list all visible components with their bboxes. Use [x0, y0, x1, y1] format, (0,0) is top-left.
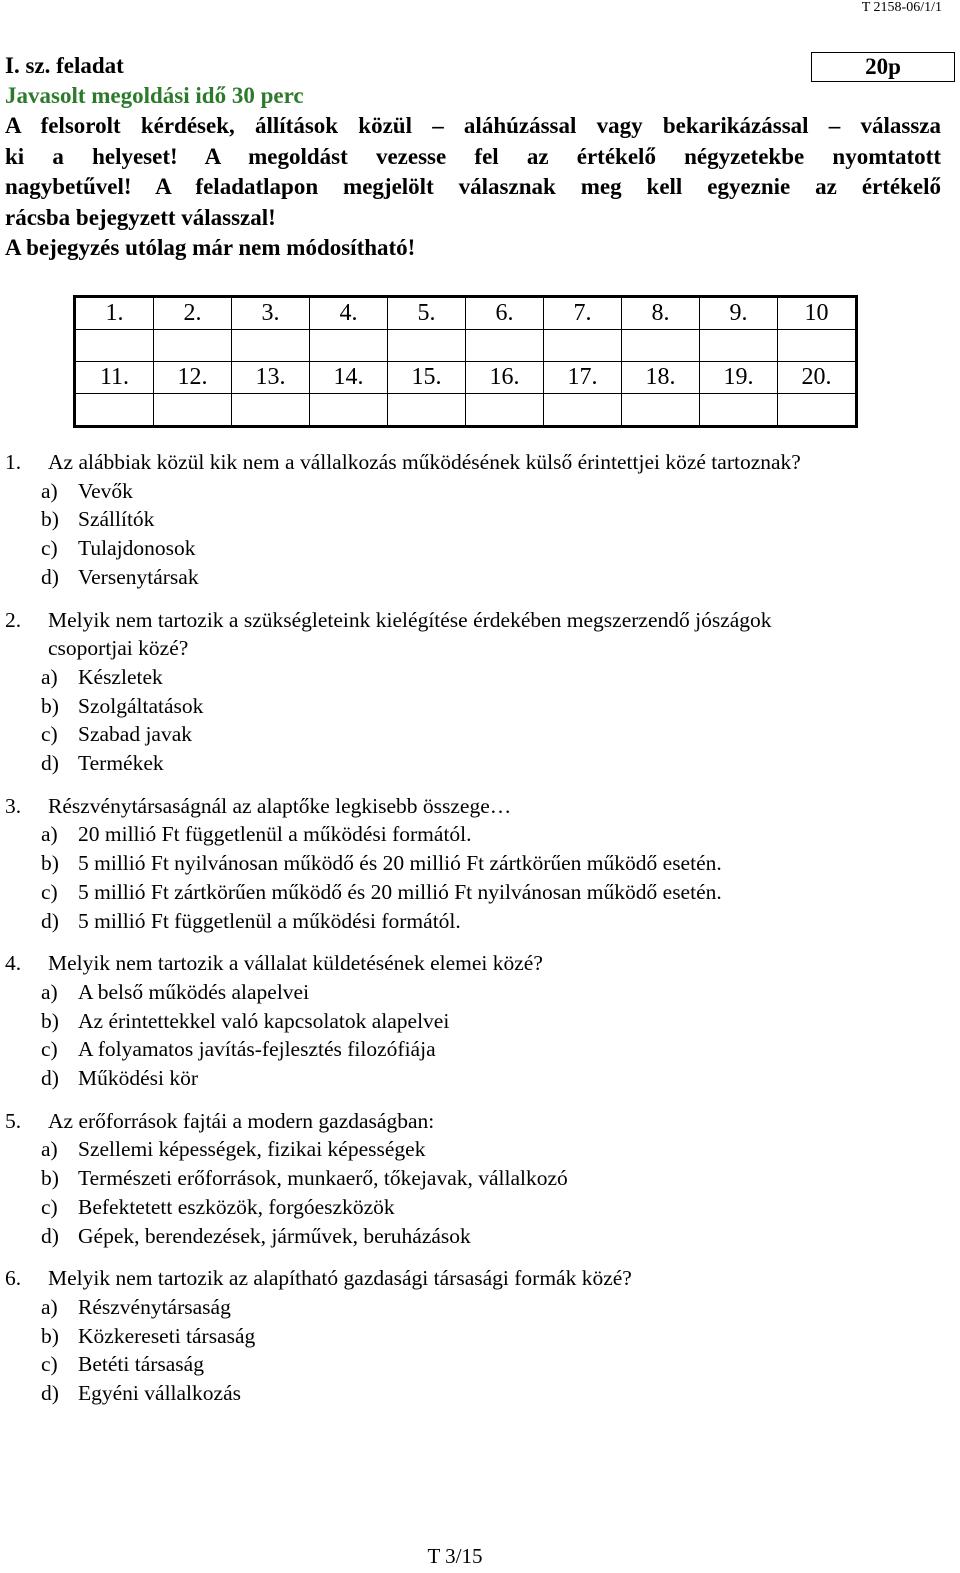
option-text: 5 millió Ft zártkörűen működő és 20 millió Ft nyilvánosan működő esetén. — [78, 879, 722, 904]
question-number: 6. — [5, 1266, 22, 1291]
grid-number-cell: 6. — [466, 297, 544, 330]
grid-number-cell: 17. — [544, 362, 622, 394]
suggested-time: Javasolt megoldási idő 30 perc — [5, 83, 304, 108]
question — [5, 606, 945, 778]
option-letter: a) — [41, 478, 58, 503]
answer-option[interactable] — [5, 1293, 945, 1322]
answer-option[interactable] — [5, 820, 945, 849]
grid-answer-cell[interactable] — [466, 330, 544, 362]
option-text: A folyamatos javítás-fejlesztés filozófiája — [78, 1037, 436, 1062]
grid-number-cell: 15. — [388, 362, 466, 394]
answer-option[interactable] — [5, 663, 945, 692]
grid-number-cell: 10 — [778, 297, 857, 330]
grid-answer-cell[interactable] — [388, 394, 466, 427]
answer-option[interactable] — [5, 878, 945, 907]
question-text: Az erőforrások fajtái a modern gazdaságban: — [48, 1108, 435, 1133]
option-text: Betéti társaság — [78, 1352, 204, 1377]
option-letter: a) — [41, 664, 58, 689]
grid-number-cell: 20. — [778, 362, 857, 394]
answer-option[interactable] — [5, 1322, 945, 1351]
option-letter: c) — [41, 722, 58, 747]
option-letter: b) — [41, 1166, 59, 1191]
grid-answer-cell[interactable] — [544, 330, 622, 362]
option-letter: d) — [41, 908, 59, 933]
grid-number-cell: 13. — [232, 362, 310, 394]
instruction-line: ki a helyeset! A megoldást vezesse fel az értékelő négyzetekbe nyomtatott — [5, 143, 941, 169]
question-text: Részvénytársaságnál az alaptőke legkisebb összege… — [48, 793, 512, 818]
grid-answer-cell[interactable] — [310, 394, 388, 427]
grid-number-row — [75, 297, 857, 330]
grid-answer-row — [75, 330, 857, 362]
option-letter: a) — [41, 822, 58, 847]
option-text: Vevők — [78, 478, 133, 503]
option-text: Az érintettekkel való kapcsolatok alapelvei — [78, 1008, 450, 1033]
grid-number-cell: 9. — [700, 297, 778, 330]
grid-answer-cell[interactable] — [700, 330, 778, 362]
instructions — [5, 111, 941, 264]
option-letter: d) — [41, 751, 59, 776]
grid-answer-cell[interactable] — [466, 394, 544, 427]
answer-option[interactable] — [5, 692, 945, 721]
grid-number-cell: 5. — [388, 297, 466, 330]
answer-option[interactable] — [5, 505, 945, 534]
question — [5, 448, 945, 592]
answer-option[interactable] — [5, 1164, 945, 1193]
option-letter: c) — [41, 1352, 58, 1377]
option-letter: d) — [41, 1381, 59, 1406]
option-letter: c) — [41, 1037, 58, 1062]
question-number: 5. — [5, 1108, 22, 1133]
option-text: Közkereseti társaság — [78, 1323, 256, 1348]
answer-option[interactable] — [5, 477, 945, 506]
answer-option[interactable] — [5, 534, 945, 563]
grid-answer-cell[interactable] — [388, 330, 466, 362]
document-code: T 2158-06/1/1 — [861, 0, 942, 15]
option-letter: c) — [41, 536, 58, 561]
question-list — [5, 448, 945, 1422]
option-text: Szállítók — [78, 507, 155, 532]
question — [5, 949, 945, 1093]
option-text: Szabad javak — [78, 722, 193, 747]
grid-answer-cell[interactable] — [778, 330, 857, 362]
option-text: Szolgáltatások — [78, 693, 204, 718]
option-text: Szellemi képességek, fizikai képességek — [78, 1137, 426, 1162]
option-text: Természeti erőforrások, munkaerő, tőkejavak, vállalkozó — [78, 1166, 568, 1191]
question-text-line — [5, 792, 945, 821]
answer-option[interactable] — [5, 1222, 945, 1251]
answer-option[interactable] — [5, 849, 945, 878]
option-letter: a) — [41, 1137, 58, 1162]
option-text: 20 millió Ft függetlenül a működési formától. — [78, 822, 472, 847]
instruction-line: A felsorolt kérdések, állítások közül – aláhúzással vagy bekarikázással – válassza — [5, 113, 941, 138]
answer-grid — [73, 295, 858, 428]
option-text: 5 millió Ft függetlenül a működési formától. — [78, 908, 461, 933]
question-text: Az alábbiak közül kik nem a vállalkozás működésének külső érintettjei közé tartoznak? — [48, 450, 801, 474]
answer-option[interactable] — [5, 907, 945, 936]
grid-number-cell: 16. — [466, 362, 544, 394]
question-number: 3. — [5, 793, 22, 818]
option-text: Termékek — [78, 751, 164, 776]
option-letter: b) — [41, 851, 59, 876]
grid-number-cell: 18. — [622, 362, 700, 394]
option-letter: d) — [41, 1223, 59, 1248]
grid-answer-cell[interactable] — [154, 394, 232, 427]
answer-option[interactable] — [5, 1007, 945, 1036]
grid-number-row — [75, 362, 857, 394]
answer-option[interactable] — [5, 1350, 945, 1379]
option-letter: c) — [41, 879, 58, 904]
option-letter: b) — [41, 1008, 59, 1033]
question-number: 2. — [5, 607, 22, 632]
answer-option[interactable] — [5, 1379, 945, 1408]
answer-option[interactable] — [5, 1193, 945, 1222]
grid-answer-cell[interactable] — [778, 394, 857, 427]
option-text: Részvénytársaság — [78, 1294, 231, 1319]
instruction-line: nagybetűvel! A feladatlapon megjelölt válasznak meg kell egyeznie az értékelő — [5, 174, 941, 199]
grid-number-cell: 14. — [310, 362, 388, 394]
grid-number-cell: 2. — [154, 297, 232, 330]
grid-answer-cell[interactable] — [154, 330, 232, 362]
question-text-line — [5, 1107, 945, 1136]
question-text-line — [5, 1264, 945, 1293]
option-text: Tulajdonosok — [78, 536, 196, 561]
instruction-line: A bejegyzés utólag már nem módosítható! — [5, 235, 416, 260]
question-number: 1. — [5, 450, 22, 474]
grid-answer-cell[interactable] — [75, 330, 154, 362]
grid-number-cell: 7. — [544, 297, 622, 330]
grid-answer-cell[interactable] — [310, 330, 388, 362]
option-text: 5 millió Ft nyilvánosan működő és 20 millió Ft zártkörűen működő esetén. — [78, 851, 722, 876]
grid-number-cell: 1. — [75, 297, 154, 330]
question-text-line — [5, 634, 945, 663]
grid-answer-cell[interactable] — [232, 330, 310, 362]
grid-number-cell: 8. — [622, 297, 700, 330]
question — [5, 1264, 945, 1408]
option-letter: b) — [41, 507, 59, 532]
answer-option[interactable] — [5, 1035, 945, 1064]
grid-number-cell: 3. — [232, 297, 310, 330]
points-box: 20p — [811, 52, 955, 82]
question — [5, 792, 945, 936]
question-number — [5, 634, 48, 663]
option-letter: a) — [41, 979, 58, 1004]
grid-number-cell: 12. — [154, 362, 232, 394]
option-letter: a) — [41, 1294, 58, 1319]
grid-answer-cell[interactable] — [700, 394, 778, 427]
grid-answer-cell[interactable] — [232, 394, 310, 427]
question-text-line — [5, 448, 945, 477]
answer-option[interactable] — [5, 1064, 945, 1093]
grid-answer-row — [75, 394, 857, 427]
option-letter: d) — [41, 1066, 59, 1091]
option-text: Versenytársak — [78, 564, 199, 589]
option-text: Működési kör — [78, 1066, 199, 1091]
question-text: Melyik nem tartozik az alapítható gazdasági társasági formák közé? — [48, 1266, 632, 1291]
answer-option[interactable] — [5, 720, 945, 749]
option-letter: d) — [41, 564, 59, 589]
task-header — [5, 51, 955, 264]
option-text: Egyéni vállalkozás — [78, 1381, 241, 1406]
question-text-line — [5, 606, 945, 635]
answer-option[interactable] — [5, 1135, 945, 1164]
grid-number-cell: 11. — [75, 362, 154, 394]
question — [5, 1107, 945, 1251]
answer-option[interactable] — [5, 978, 945, 1007]
instruction-line: rácsba bejegyzett válasszal! — [5, 204, 276, 230]
option-letter: b) — [41, 693, 59, 718]
option-text: Készletek — [78, 664, 163, 689]
option-text: Befektetett eszközök, forgóeszközök — [78, 1194, 395, 1219]
question-text: Melyik nem tartozik a szükségleteink kielégítése érdekében megszerzendő jószágok — [48, 607, 772, 632]
grid-number-cell: 19. — [700, 362, 778, 394]
question-text: Melyik nem tartozik a vállalat küldetésének elemei közé? — [48, 951, 543, 976]
option-text: A belső működés alapelvei — [78, 979, 310, 1004]
grid-answer-cell[interactable] — [75, 394, 154, 427]
answer-option[interactable] — [5, 563, 945, 592]
option-letter: b) — [41, 1323, 59, 1348]
grid-answer-cell[interactable] — [622, 330, 700, 362]
task-title: I. sz. feladat — [5, 53, 124, 78]
option-text: Gépek, berendezések, járművek, beruházások — [78, 1223, 471, 1248]
page-number: T 3/15 — [427, 1544, 483, 1568]
grid-answer-cell[interactable] — [544, 394, 622, 427]
grid-number-cell: 4. — [310, 297, 388, 330]
answer-option[interactable] — [5, 749, 945, 778]
question-text-line — [5, 949, 945, 978]
question-text: csoportjai közé? — [48, 636, 189, 661]
option-letter: c) — [41, 1194, 58, 1219]
grid-answer-cell[interactable] — [622, 394, 700, 427]
question-number: 4. — [5, 951, 22, 976]
